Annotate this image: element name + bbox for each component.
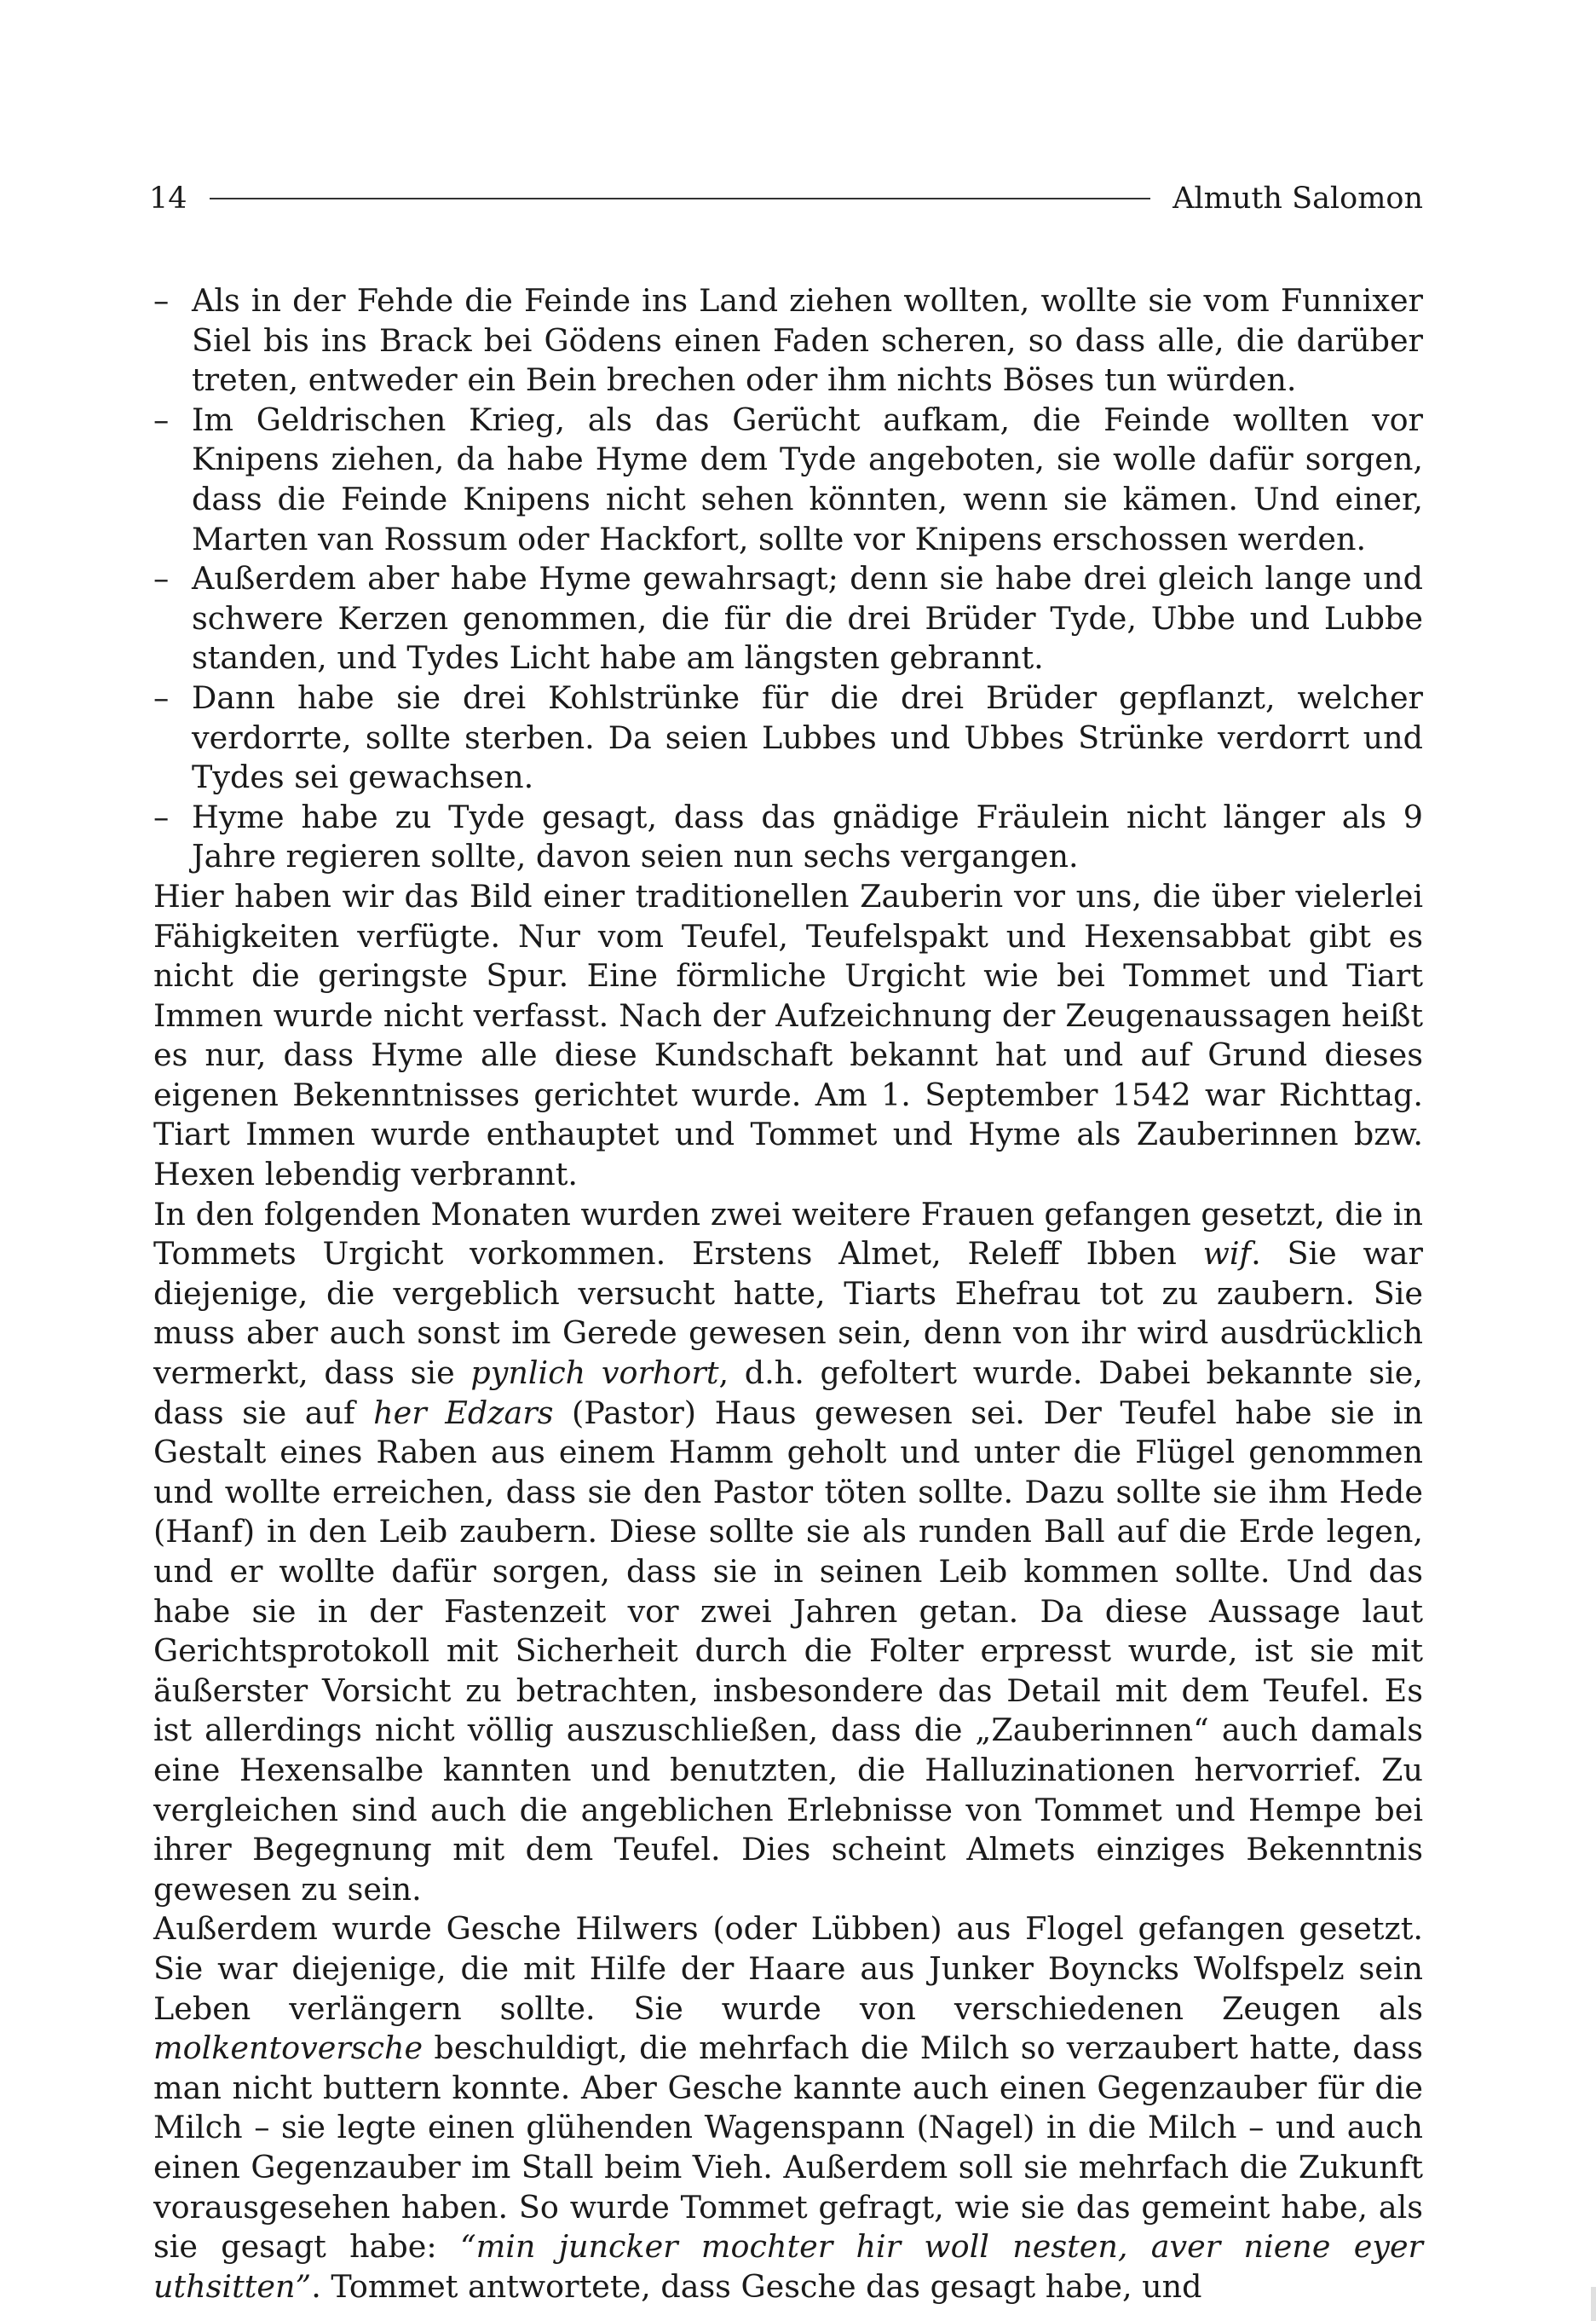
paragraph-3 [153,1909,1423,2307]
list-item-text: Als in der Fehde die Feinde ins Land ziehen wollten, wollte sie vom Funnixer Siel bis ins Brack bei Gödens einen Faden scheren, so dass alle, die darüber treten, entweder ein Bein brechen oder ihm nichts Böses tun würden. [192,282,1423,399]
paragraph-2 [153,1195,1423,1910]
page-number: 14 [149,182,187,216]
header-rule [210,198,1151,199]
bullet-dash: – [153,401,170,438]
text-run: In den folgenden Monaten wurden zwei weitere Frauen gefangen gesetzt, die in Tommets Urgicht vorkommen. Erstens Almet, Releff Ibben [153,1195,1423,1273]
text-run: Außerdem wurde Gesche Hilwers (oder Lübben) aus Flogel gefangen gesetzt. Sie war diejenige, die mit Hilfe der Haare aus Junker Boyncks Wolfspelz sein Leben verlängern sollte. Sie wurde von verschiedenen Zeugen als [153,1910,1423,2027]
list-item [153,281,1423,401]
text-run: (Pastor) Haus gewesen sei. Der Teufel habe sie in Gestalt eines Raben aus einem Hamm geholt und unter die Flügel genommen und wollte erreichen, dass sie den Pastor töten sollte. Dazu sollte sie ihm Hede (Hanf) in den Leib zaubern. Diese sollte sie als runden Ball auf die Erde legen, und er wollte dafür sorgen, dass sie in seinen Leib kommen sollte. Und das habe sie in der Fastenzeit vor zwei Jahren getan. Da diese Aussage laut Gerichtsprotokoll mit Sicherheit durch die Folter erpresst wurde, ist sie mit äußerster Vorsicht zu betrachten, insbesondere das Detail mit dem Teufel. Es ist allerdings nicht völlig auszuschließen, dass die „Zauberinnen“ auch damals eine Hexensalbe kannten und benutzten, die Halluzinationen hervorrief. Zu vergleichen sind auch die angeblichen Erlebnisse von Tommet und Hempe bei ihrer Begegnung mit dem Teufel. Dies scheint Almets einziges Bekenntnis gewesen zu sein. [153,1394,1423,1908]
italic-term: molkentoversche [153,2029,423,2067]
text-run: beschuldigt, die mehrfach die Milch so verzaubert hatte, dass man nicht buttern konnte. Aber Gesche kannte auch einen Gegenzauber für die Milch – sie legte einen glühenden Wagenspann (Nagel) in die Milch – und auch einen Gegenzauber im Stall beim Vieh. Außerdem soll sie mehrfach die Zukunft vorausgesehen haben. So wurde Tommet gefragt, wie sie das gemeint habe, als sie gesagt habe: [153,2029,1423,2266]
bullet-dash: – [153,798,170,835]
italic-term: wif [1202,1235,1252,1273]
list-item [153,678,1423,798]
list-item-text: Im Geldrischen Krieg, als das Gerücht aufkam, die Feinde wollten vor Knipens ziehen, da habe Hyme dem Tyde angeboten, sie wolle dafür sorgen, dass die Feinde Knipens nicht sehen könnten, wenn sie kämen. Und einer, Marten van Rossum oder Hackfort, sollte vor Knipens erschossen werden. [192,401,1423,557]
list-item-text: Außerdem aber habe Hyme gewahrsagt; denn sie habe drei gleich lange und schwere Kerzen genommen, die für die drei Brüder Tyde, Ubbe und Lubbe standen, und Tydes Licht habe am längsten gebrannt. [192,560,1423,677]
list-item [153,401,1423,559]
bullet-dash: – [153,560,170,598]
text-run: . Sie war diejenige, die vergeblich versucht hatte, Tiarts Ehefrau tot zu zaubern. Sie muss aber auch sonst im Gerede gewesen sein, denn von ihr wird ausdrücklich vermerkt, dass sie [153,1235,1423,1392]
list-item [153,798,1423,877]
list-item [153,559,1423,678]
body-text [153,281,1423,2307]
paragraph-1: Hier haben wir das Bild einer traditionellen Zauberin vor uns, die über vielerlei Fähigkeiten verfügte. Nur vom Teufel, Teufelspakt und Hexensabbat gibt es nicht die geringste Spur. Eine förmliche Urgicht wie bei Tommet und Tiart Immen wurde nicht verfasst. Nach der Aufzeichnung der Zeugenaussagen heißt es nur, dass Hyme alle diese Kundschaft bekannt hat und auf Grund dieses eigenen Bekenntnisses gerichtet wurde. Am 1. September 1542 war Richttag. Tiart Immen wurde enthauptet und Tommet und Hyme als Zauberinnen bzw. Hexen lebendig verbrannt. [153,877,1423,1193]
bullet-dash: – [153,678,170,716]
text-run: , d.h. gefoltert wurde. Dabei bekannte sie, dass sie auf [153,1354,1423,1431]
running-header [149,175,1423,222]
list-item-text: Hyme habe zu Tyde gesagt, dass das gnädige Fräulein nicht länger als 9 Jahre regieren sollte, davon seien nun sechs vergangen. [192,798,1423,875]
bullet-dash: – [153,282,170,319]
italic-term: her Edzars [373,1394,554,1431]
text-run: . Tommet antwortete, dass Gesche das gesagt habe, und [311,2267,1202,2305]
list-item-text: Dann habe sie drei Kohlstrünke für die drei Brüder gepflanzt, welcher verdorrte, sollte sterben. Da seien Lubbes und Ubbes Strünke verdorrt und Tydes sei gewachsen. [192,678,1423,796]
scan-edge-mark [1591,2287,1596,2321]
italic-term: pynlich vorhort [470,1354,719,1392]
italic-quote: “min juncker mochter hir woll nesten, aver niene eyer uthsitten” [153,2228,1423,2305]
author-name: Almuth Salomon [1173,182,1423,216]
